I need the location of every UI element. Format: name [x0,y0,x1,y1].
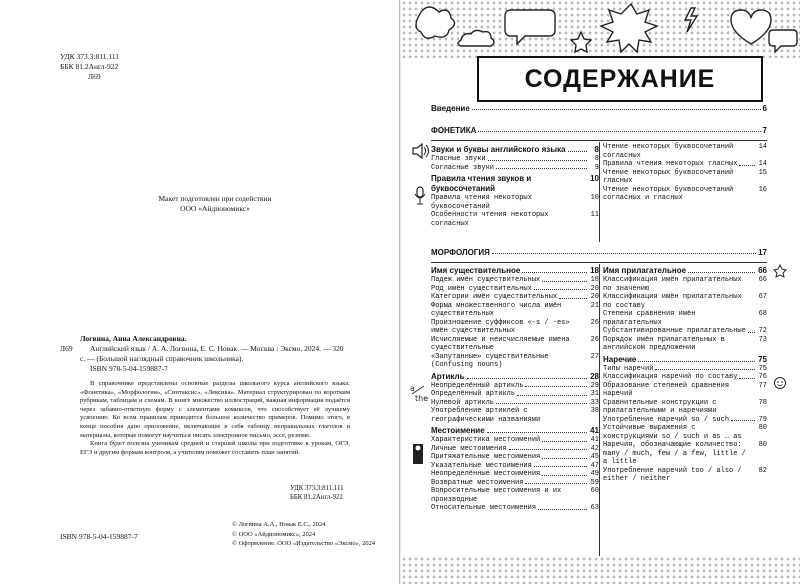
toc-entry-title: Местоимение [431,426,485,435]
toc-entry[interactable] [431,399,599,408]
column-divider [599,264,600,556]
toc-entry-title: Имя существительное [431,266,521,275]
toc-entry-page: 33 [590,398,599,407]
udk-line: УДК 373.3:811.111 [290,485,344,492]
svg-text:the: the [415,394,429,403]
toc-entry-page: 38 [590,407,599,415]
toc-entry-title: Употребление наречий too / also / either / neither [603,466,742,483]
toc-entry-title: Произношение суффиксов «-s / -es» имён существительных [431,318,570,335]
toc-entry-title: Порядок имён прилагательных в английском предложении [603,335,725,352]
maket-line: Макет подготовлен при содействии [158,194,272,203]
toc-heading[interactable] [431,426,599,436]
toc-entry-page: 31 [590,390,599,398]
toc-entry-page: 15 [758,168,767,177]
toc-entry-page: 60 [590,487,599,495]
toc-entry-page: 27 [590,352,599,361]
toc-entry-title: Нулевой артикль [431,398,495,407]
toc-entry[interactable] [431,504,599,513]
toc-entry-page: 16 [758,185,767,194]
heart-icon [731,10,771,44]
toc-entry-title: Образование степеней сравнения наречий [603,381,730,398]
doodle-decorations [401,0,800,58]
toc-entry-page: 78 [758,398,767,407]
person-icon [411,442,425,466]
toc-entry[interactable] [431,293,599,302]
toc-entry-title: Личные местоимения [431,444,507,453]
toc-entry-page: 72 [758,327,767,335]
toc-entry-page: 26 [590,318,599,327]
smiley-icon [773,376,787,390]
toc-entry-page: 10 [590,174,599,183]
toc-label: Введение [431,104,470,113]
toc-page: 17 [758,248,767,257]
toc-entry[interactable] [431,407,599,424]
toc-entry[interactable] [603,276,767,293]
author-name: Логвина, Анна Александровна. [80,334,187,343]
toc-entry-title: Неопределённые местоимения [431,470,541,478]
toc-entry[interactable] [603,310,767,327]
toc-entry-page: 76 [758,373,767,381]
toc-entry-page: 49 [590,470,599,478]
toc-entry-title: Согласные звуки [431,163,495,172]
toc-entry-page: 66 [758,266,767,275]
toc-label: МОРФОЛОГИЯ [431,248,490,257]
toc-entry[interactable] [603,186,767,203]
toc-entry[interactable] [431,445,599,454]
star-icon [773,264,787,278]
toc-entry[interactable] [431,462,599,471]
toc-entry-title: Относительные местоимения [431,504,537,512]
toc-entry-title: Классификация имён прилагательных по значению [603,276,742,293]
toc-entry-page: 9 [594,163,599,172]
toc-entry-page: 77 [758,381,767,390]
toc-entry-title: Указательные местоимения [431,461,532,470]
divider [431,262,767,263]
toc-entry[interactable] [431,211,599,228]
toc-entry[interactable] [603,143,767,160]
page-title: СОДЕРЖАНИЕ [524,64,716,93]
toc-entry[interactable] [431,382,599,391]
toc-heading[interactable] [431,174,599,194]
toc-entry-title: Устойчивые выражения с конструкциями so / such и as … as [603,424,742,441]
toc-entry[interactable] [603,373,767,382]
speaker-icon [411,142,431,160]
toc-label: ФОНЕТИКА [431,126,477,135]
toc-entry-title: Звуки и буквы английского языка [431,145,566,154]
contents-title-box [477,56,763,102]
toc-entry-page: 45 [590,453,599,461]
microphone-icon [413,186,427,206]
toc-entry-title: Субстантивированные прилагательные [603,327,746,335]
toc-entry-title: Правила чтения некоторых гласных [603,160,738,168]
book-description: Английский язык / А. А. Логвина, Е. С. Новак. — Москва : Эксмо, 2024. — 320 с. — (Большой наглядный справочник школьника). [80,344,344,363]
toc-entry-page: 8 [594,145,599,154]
udk-repeat [290,484,344,502]
divider [431,140,767,141]
copyright-line: © Логвина А.А., Новак Е.С., 2024 [232,521,326,528]
bbk-line: ББК 81.2Англ-922 [290,494,343,501]
toc-entry-page: 18 [590,276,599,284]
toc-entry-page: 79 [758,415,767,424]
toc-entry-title: Притяжательные местоимения [431,453,541,461]
column-divider [599,142,600,242]
toc-entry-title: Характеристика местоимений [431,436,541,444]
toc-entry[interactable] [431,194,599,211]
toc-entry[interactable] [603,441,767,467]
toc-entry-title: Употребление артиклей с географическими названиями [431,407,541,424]
udk-block [60,52,119,82]
toc-entry[interactable] [603,169,767,186]
isbn-bottom: ISBN 978-5-04-159887-7 [60,532,138,541]
toc-entry-title: Наречия, обозначающие количество: many / much, few / a few, little / a little [603,441,746,466]
toc-entry-page: 11 [590,211,599,219]
toc-entry[interactable] [603,416,767,425]
toc-entry-page: 41 [590,436,599,444]
speech-bubble-icon [505,10,555,44]
toc-entry-page: 67 [758,293,767,301]
toc-entry-title: Правила чтения звуков и буквосочетаний [431,174,532,193]
toc-heading[interactable] [603,266,767,276]
toc-entry-page: 20 [590,293,599,301]
toc-entry[interactable] [431,470,599,479]
udk-line: УДК 373.3:811.111 [60,52,120,61]
toc-entry-page: 42 [590,444,599,453]
toc-entry[interactable] [431,276,599,285]
toc-entry-page: 68 [758,310,767,318]
toc-entry-page: 14 [758,143,767,151]
toc-entry[interactable] [603,382,767,399]
star-icon [571,32,591,52]
catalog-code: Л69 [60,344,73,353]
burst-icon [601,4,657,52]
toc-entry[interactable] [431,479,599,488]
toc-heading[interactable] [431,266,599,276]
toc-entry-title: «Запутанные» существительные (Confusing nouns) [431,352,549,369]
toc-entry-title: Классификация наречий по составу [603,373,738,381]
toc-entry[interactable] [431,285,599,294]
toc-entry[interactable] [431,319,599,336]
toc-entry[interactable] [603,467,767,484]
toc-entry-title: Степени сравнения имён прилагательных [603,310,696,327]
toc-entry[interactable] [431,487,599,504]
toc-entry-page: 73 [758,335,767,344]
toc-entry-title: Типы наречий [603,364,654,373]
toc-entry-page: 10 [590,194,599,202]
toc-entry-page: 75 [758,364,767,373]
toc-entry-page: 20 [590,284,599,293]
toc-entry-title: Особенности чтения некоторых согласных [431,211,549,228]
toc-entry-title: Наречие [603,354,637,364]
cloud-icon [458,30,494,46]
toc-entry[interactable] [431,155,599,164]
toc-intro[interactable] [431,104,767,113]
annotation: В справочнике представлены основные разделы школьного курса английского языка: «Фонетика», «Морфология», «Синтаксис», «Лексика». Материал структурирован по коротким рубрикам, таблицам и схемам. В книге множество иллюстраций, важная информация подаётся через забавно-ответную форму с элементами комиксов, что способствует её лучшему усвоению. Ко всем правилам приводится большое количество примеров. Помимо этого, в конце пособия дано приложение, включающее в себя таблицу неправильных глаголов и материалы, которые помогут научиться писать электронное письмо, эссе, резюме. [80,380,350,439]
toc-entry-page: 80 [758,424,767,432]
toc-entry-title: Определённый артикль [431,390,516,398]
toc-heading[interactable] [431,145,599,155]
toc-entry-page: 63 [590,504,599,512]
toc-entry-title: Гласные звуки [431,155,486,163]
toc-page: 6 [762,104,767,113]
contents-page [401,0,800,584]
toc-entry-title: Имя прилагательное [603,266,687,275]
article-doodle-icon [409,382,429,404]
annotation: Книга будет полезна ученикам средней и старшей школы при подготовке к урокам, ОГЭ, ЕГЭ и другим формам контроля, а учителям поможет составить план занятий. [80,440,350,456]
toc-entry[interactable] [603,399,767,416]
isbn-line: ISBN 978-5-04-159887-7 [90,364,168,373]
phonetics-right-column [603,143,767,203]
toc-entry[interactable] [431,436,599,445]
toc-entry-title: Категории имён существительных [431,293,558,301]
toc-page: 7 [762,126,767,135]
morphology-left-column [431,264,599,513]
toc-entry[interactable] [603,160,767,169]
toc-entry-title: Чтение некоторых буквосочетаний согласных [603,143,734,160]
toc-entry-page: 41 [590,426,599,435]
speech-bubble-icon [769,30,797,52]
morphology-right-column [603,264,767,484]
toc-heading[interactable] [603,355,767,365]
toc-morphology[interactable] [431,248,767,257]
toc-entry-title: Сравнительные конструкции с прилагательными и наречиями [603,398,717,415]
svg-text:a: a [410,384,415,393]
toc-heading[interactable] [431,372,599,382]
toc-entry-title: Исчисляемые и неисчисляемые имена существительные [431,335,570,352]
toc-entry-page: 29 [590,381,599,390]
copyright-block [232,520,375,549]
thought-bubble-icon [416,7,455,38]
toc-entry-page: 59 [590,478,599,487]
maket-note [140,194,290,214]
toc-entry-page: 14 [758,160,767,168]
toc-entry[interactable] [431,453,599,462]
toc-entry-title: Падеж имён существительных [431,276,541,284]
toc-entry[interactable] [431,164,599,173]
author-sign: Л69 [88,72,101,81]
toc-entry-title: Неопределённый артикль [431,381,524,390]
toc-entry-page: 66 [758,276,767,284]
toc-entry-title: Род имён существительных [431,284,532,293]
toc-entry-page: 8 [594,155,599,163]
toc-entry[interactable] [603,327,767,336]
lightning-icon [685,8,697,32]
toc-entry-page: 18 [590,266,599,275]
toc-entry-page: 21 [590,301,599,310]
toc-entry[interactable] [603,365,767,374]
copyright-line: © Оформление. ООО «Издательство «Эксмо», 2024 [232,540,376,547]
toc-entry-title: Классификация имён прилагательных по составу [603,293,742,310]
phonetics-left-column [431,143,599,228]
toc-entry[interactable] [603,424,767,441]
toc-entry[interactable] [431,302,599,319]
toc-entry[interactable] [603,336,767,353]
toc-phonetics[interactable] [431,126,767,135]
toc-entry-page: 26 [590,335,599,344]
toc-entry-title: Форма множественного числа имён существительных [431,301,562,318]
toc-entry-title: Чтение некоторых буквосочетаний гласных [603,168,734,185]
toc-entry-page: 80 [758,441,767,449]
toc-entry-title: Употребление наречий so / such [603,415,730,424]
toc-entry-page: 28 [590,371,599,381]
toc-entry[interactable] [431,353,599,370]
toc-entry-page: 75 [758,354,767,364]
bbk-line: ББК 81.2Англ-922 [60,62,119,71]
toc-entry-title: Вопросительные местоимения и их производные [431,487,562,504]
toc-entry-title: Правила чтения некоторых буквосочетаний [431,194,532,211]
copyright-line: © ООО «Айдиономикс», 2024 [232,530,316,538]
toc-entry-page: 82 [758,466,767,475]
toc-entry-title: Артикль [431,371,465,381]
toc-entry[interactable] [603,293,767,310]
halftone-pattern [401,556,800,584]
toc-entry[interactable] [431,336,599,353]
catalog-record [60,334,350,457]
toc-entry-page: 47 [590,461,599,470]
toc-entry-title: Возвратные местоимения [431,478,524,487]
toc-entry-title: Чтение некоторых буквосочетаний согласных и гласных [603,185,734,202]
maket-line: ООО «Айдиономикс» [180,204,250,213]
toc-entry[interactable] [431,390,599,399]
